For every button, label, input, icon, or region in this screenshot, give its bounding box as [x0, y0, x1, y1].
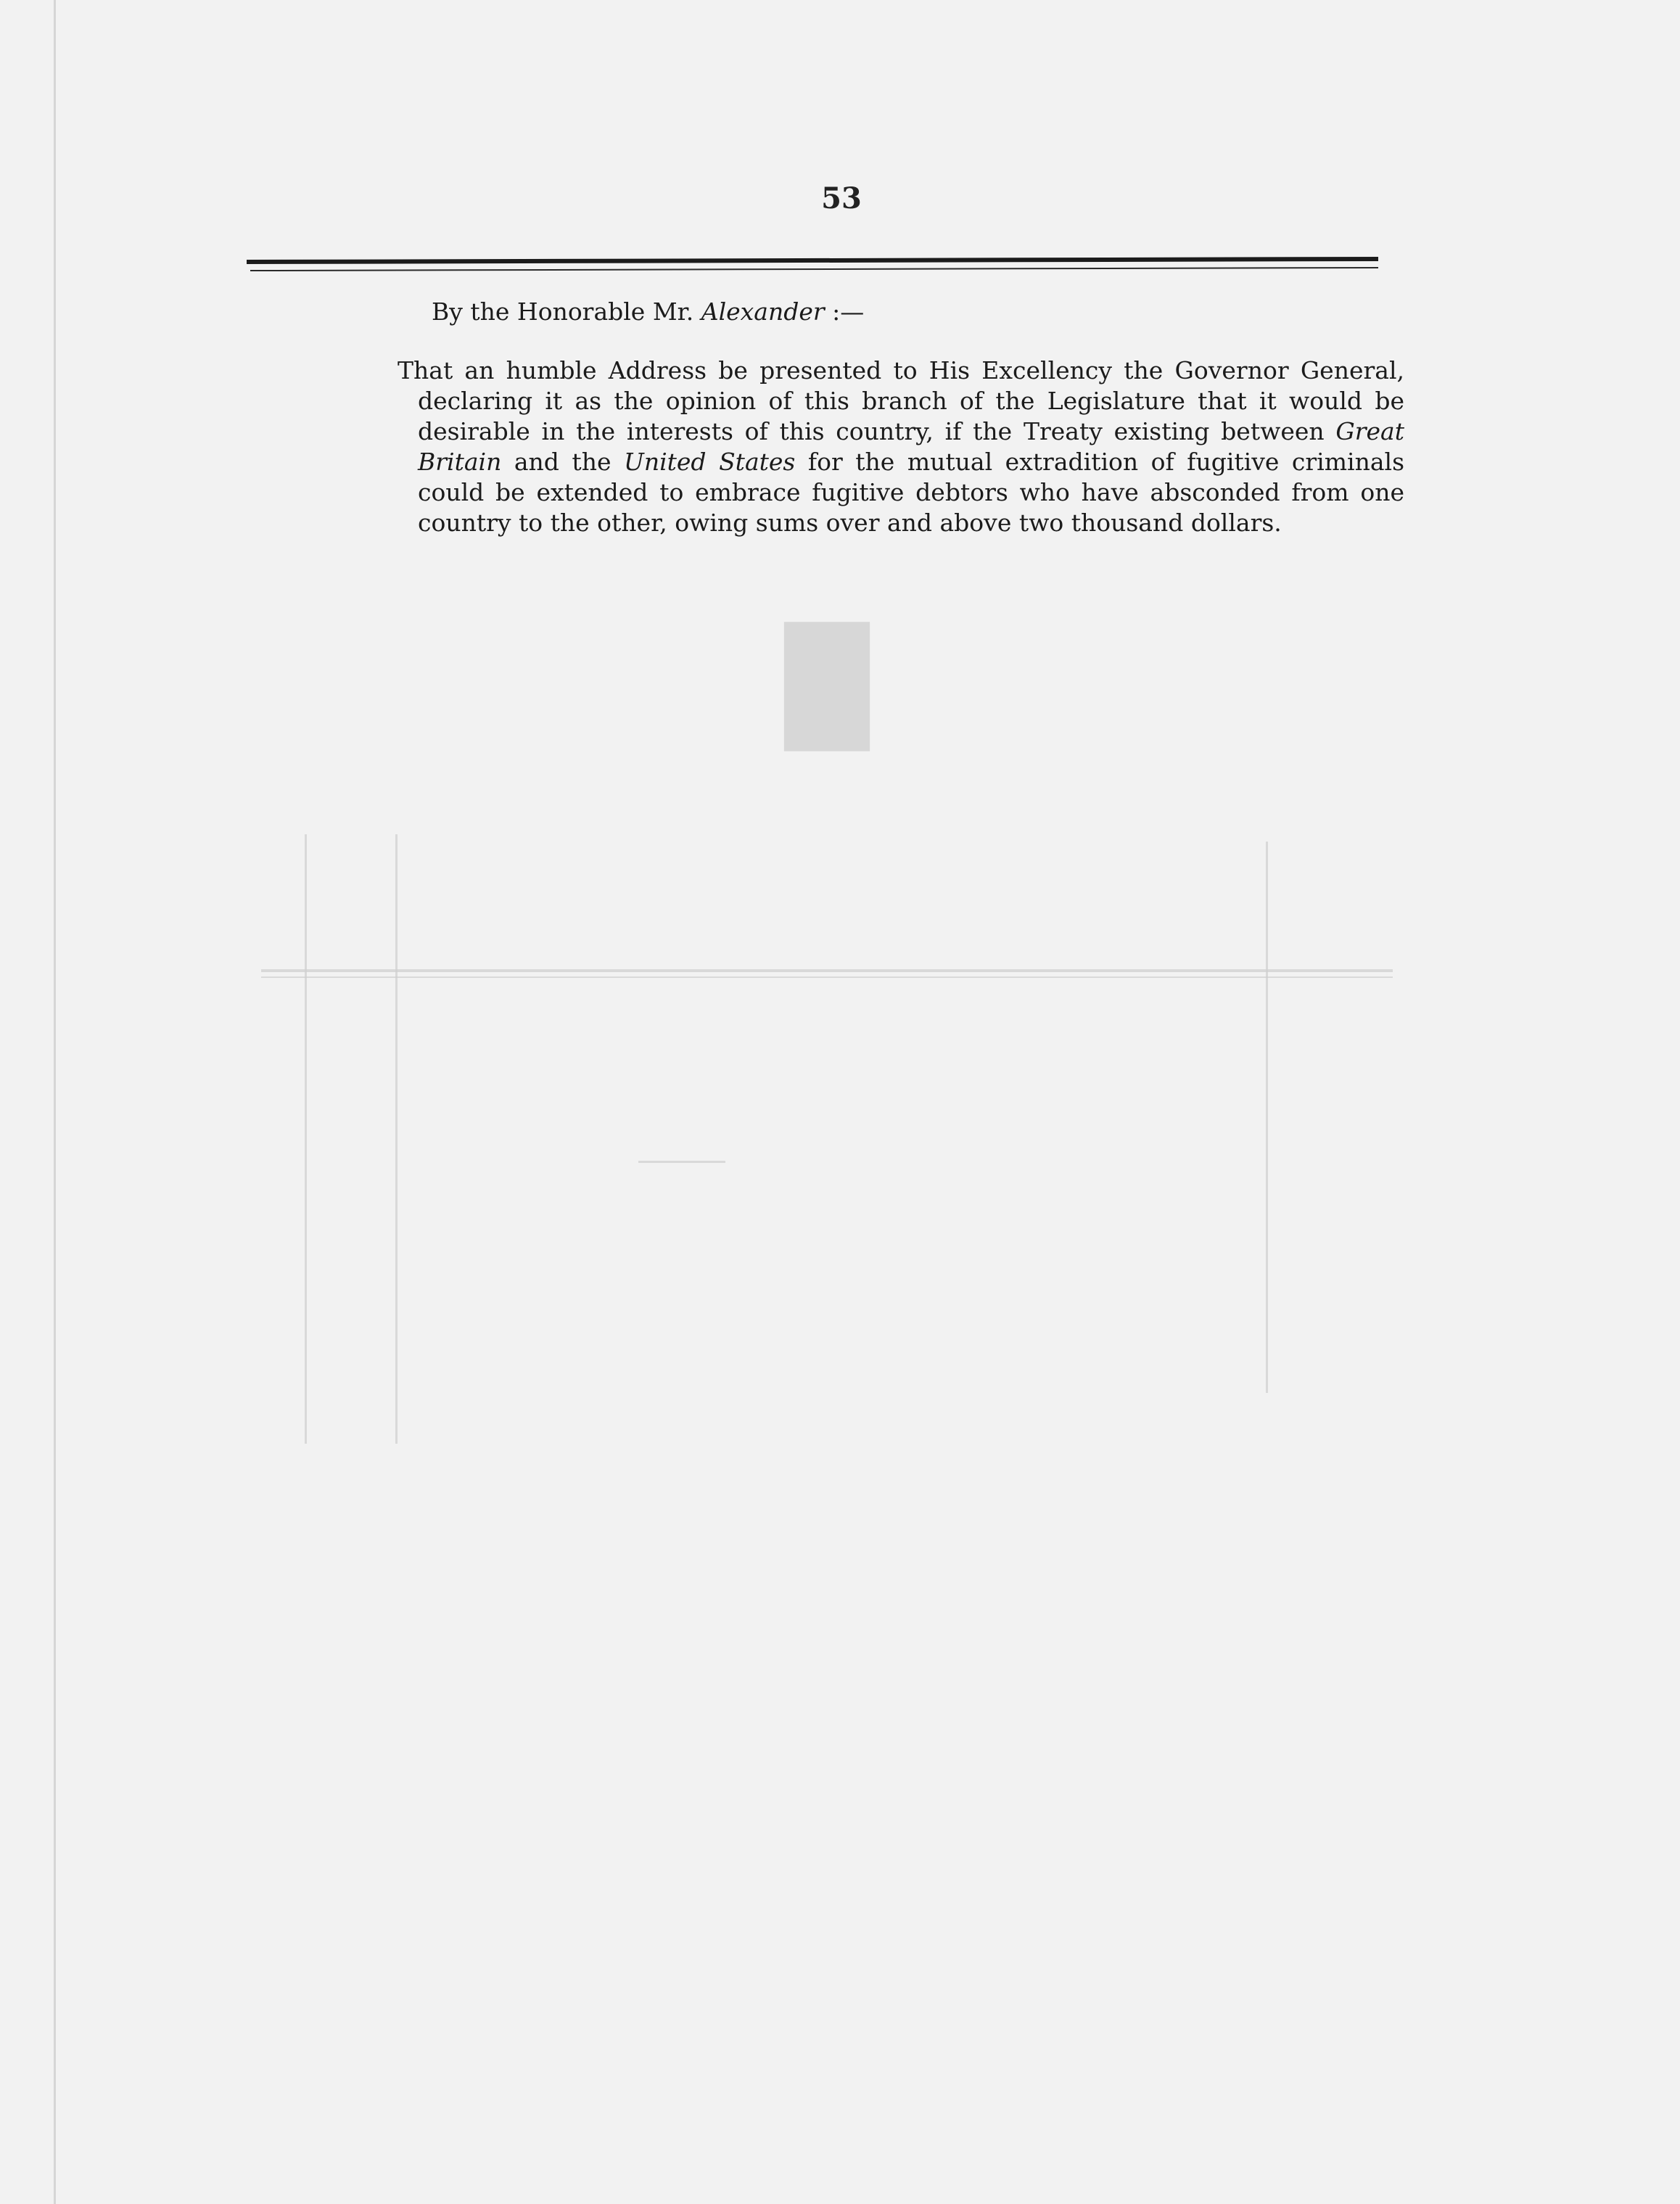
- page-edge-line: [54, 0, 56, 2204]
- heading-prefix: By the Honorable Mr.: [432, 297, 701, 326]
- heading-suffix: :—: [824, 297, 865, 326]
- member-name: Alexander: [701, 297, 825, 326]
- motion-country: Great Britain: [418, 417, 1404, 476]
- motion-text-part: That an humble Address be presented to His Excellency the Governor General, declaring it as the opinion of this branch of the Legislature that it would be desirable in the interests of this country, if the Treaty existing between: [398, 356, 1404, 445]
- bleed-through-rule: [261, 976, 1393, 978]
- motion-text-part: and the: [501, 448, 625, 476]
- motion-country: United States: [624, 448, 796, 476]
- bleed-through-rule: [638, 1161, 725, 1163]
- bleed-through-title: █: [785, 624, 913, 750]
- header-rule: [247, 257, 1378, 264]
- bleed-through-rule: [1266, 842, 1268, 1393]
- page-number: 53: [821, 181, 862, 215]
- motion-text-part: for the mutual extradition of fugitive criminals could be extended to embrace fugitive debtors who have absconded from one country to the other, owing sums over and above two thousand dollars.: [418, 448, 1405, 537]
- header-rule-thin: [250, 267, 1378, 271]
- motion-text: [398, 355, 1404, 538]
- motion-heading: [432, 297, 864, 326]
- bleed-through-rule: [395, 834, 398, 1444]
- bleed-through-rule: [305, 834, 307, 1444]
- bleed-through-rule: [261, 969, 1393, 972]
